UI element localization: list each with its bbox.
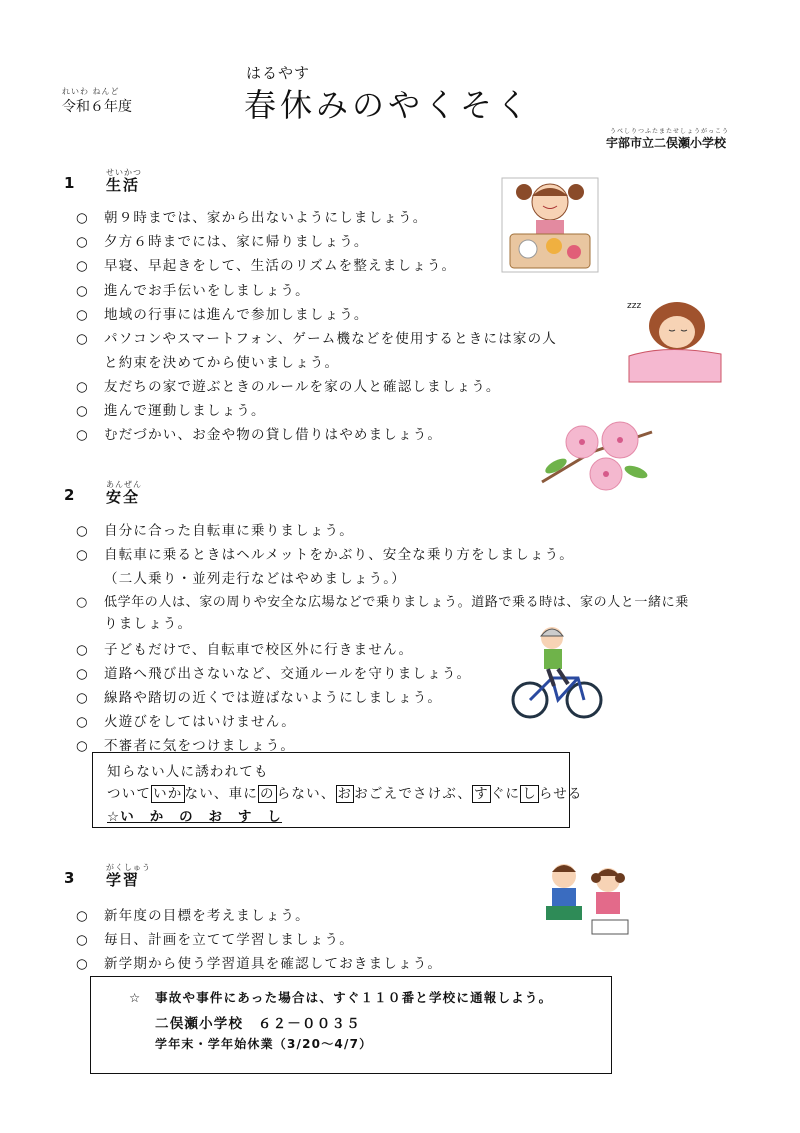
ikanoosushi-line1: 知らない人に誘われても (107, 764, 269, 780)
notice-line1: ☆ 事故や事件にあった場合は、すぐ１１０番と学校に通報しよう。 (129, 990, 553, 1005)
section-2-number: 2 (64, 486, 75, 504)
school-ruby: うべしりつふたまたせしょうがっこう (610, 128, 730, 135)
ikanoosushi-line2: ついて いか ない、車に の らない、 お おごえでさけぶ、 す ぐに し らせる (107, 786, 583, 802)
ikanoosushi-line3: ☆い か の お す し (107, 809, 283, 825)
list-item: ○ 夕方６時までには、家に帰りましょう。 (76, 234, 369, 250)
school-name: 宇部市立二俣瀬小学校 (606, 136, 727, 150)
list-item: ○ 線路や踏切の近くでは遊ばないようにしましょう。 (76, 690, 443, 706)
cyclist-icon (508, 624, 604, 722)
notice-box (90, 976, 612, 1074)
girl-eating-icon (500, 176, 600, 274)
notice-line2: 二俣瀬小学校 ６２－００３５ (155, 1016, 361, 1032)
kids-reading-icon (536, 858, 636, 942)
svg-text:zzz: zzz (627, 301, 642, 311)
list-item: ○ 道路へ飛び出さないなど、交通ルールを守りましょう。 (76, 666, 472, 682)
list-item-continuation: と約束を決めてから使いましょう。 (104, 355, 340, 371)
section-2-title: 安全 (106, 488, 141, 506)
list-item: ○ 火遊びをしてはいけません。 (76, 714, 296, 730)
ikanoosushi-box (92, 752, 583, 828)
notice-line3: 学年末・学年始休業（3/20～4/7） (155, 1037, 373, 1051)
list-item: ○ 新学期から使う学習道具を確認しておきましょう。 (76, 956, 443, 972)
girl-sleeping-icon (625, 296, 725, 384)
list-item: ○ 自分に合った自転車に乗りましょう。 (76, 523, 354, 539)
list-item: ○ 子どもだけで、自転車で校区外に行きません。 (76, 642, 414, 658)
list-item: ○ 進んで運動しましょう。 (76, 403, 266, 419)
title-ruby: はるやす (246, 64, 311, 82)
school-year: 令和６年度 (62, 99, 132, 115)
year-ruby: れいわ ねんど (62, 87, 120, 96)
list-item: ○ パソコンやスマートフォン、ゲーム機などを使用するときには家の人 (76, 331, 557, 347)
list-item: ○ 新年度の目標を考えましょう。 (76, 908, 310, 924)
section-1-number: 1 (64, 174, 75, 192)
list-item: ○ 早寝、早起きをして、生活のリズムを整えましょう。 (76, 258, 457, 274)
section-3-number: 3 (64, 869, 75, 887)
list-item: ○ 低学年の人は、家の周りや安全な広場などで乗りましょう。道路で乗る時は、家の人と一緒に乗 (76, 595, 689, 610)
section-3-ruby: がくしゅう (106, 863, 151, 872)
list-item: ○ 進んでお手伝いをしましょう。 (76, 283, 310, 299)
list-item: ○ 毎日、計画を立てて学習しましょう。 (76, 932, 354, 948)
sakura-icon (532, 412, 668, 502)
list-item: ○ 不審者に気をつけましょう。 (76, 738, 296, 754)
list-item-note: （二人乗り・並列走行などはやめましょう。） (104, 571, 406, 587)
list-item: ○ 地域の行事には進んで参加しましょう。 (76, 307, 369, 323)
section-3-title: 学習 (106, 871, 141, 889)
section-1-title: 生活 (106, 176, 141, 194)
list-item: ○ むだづかい、お金や物の貸し借りはやめましょう。 (76, 427, 443, 443)
page-title: 春休みのやくそく (244, 86, 533, 124)
list-item: ○ 朝９時までは、家から出ないようにしましょう。 (76, 210, 428, 226)
list-item-continuation: りましょう。 (104, 616, 193, 632)
section-2-ruby: あんぜん (106, 480, 142, 489)
list-item: ○ 友だちの家で遊ぶときのルールを家の人と確認しましょう。 (76, 379, 501, 395)
section-1-ruby: せいかつ (106, 168, 142, 177)
list-item: ○ 自転車に乗るときはヘルメットをかぶり、安全な乗り方をしましょう。 (76, 547, 574, 563)
